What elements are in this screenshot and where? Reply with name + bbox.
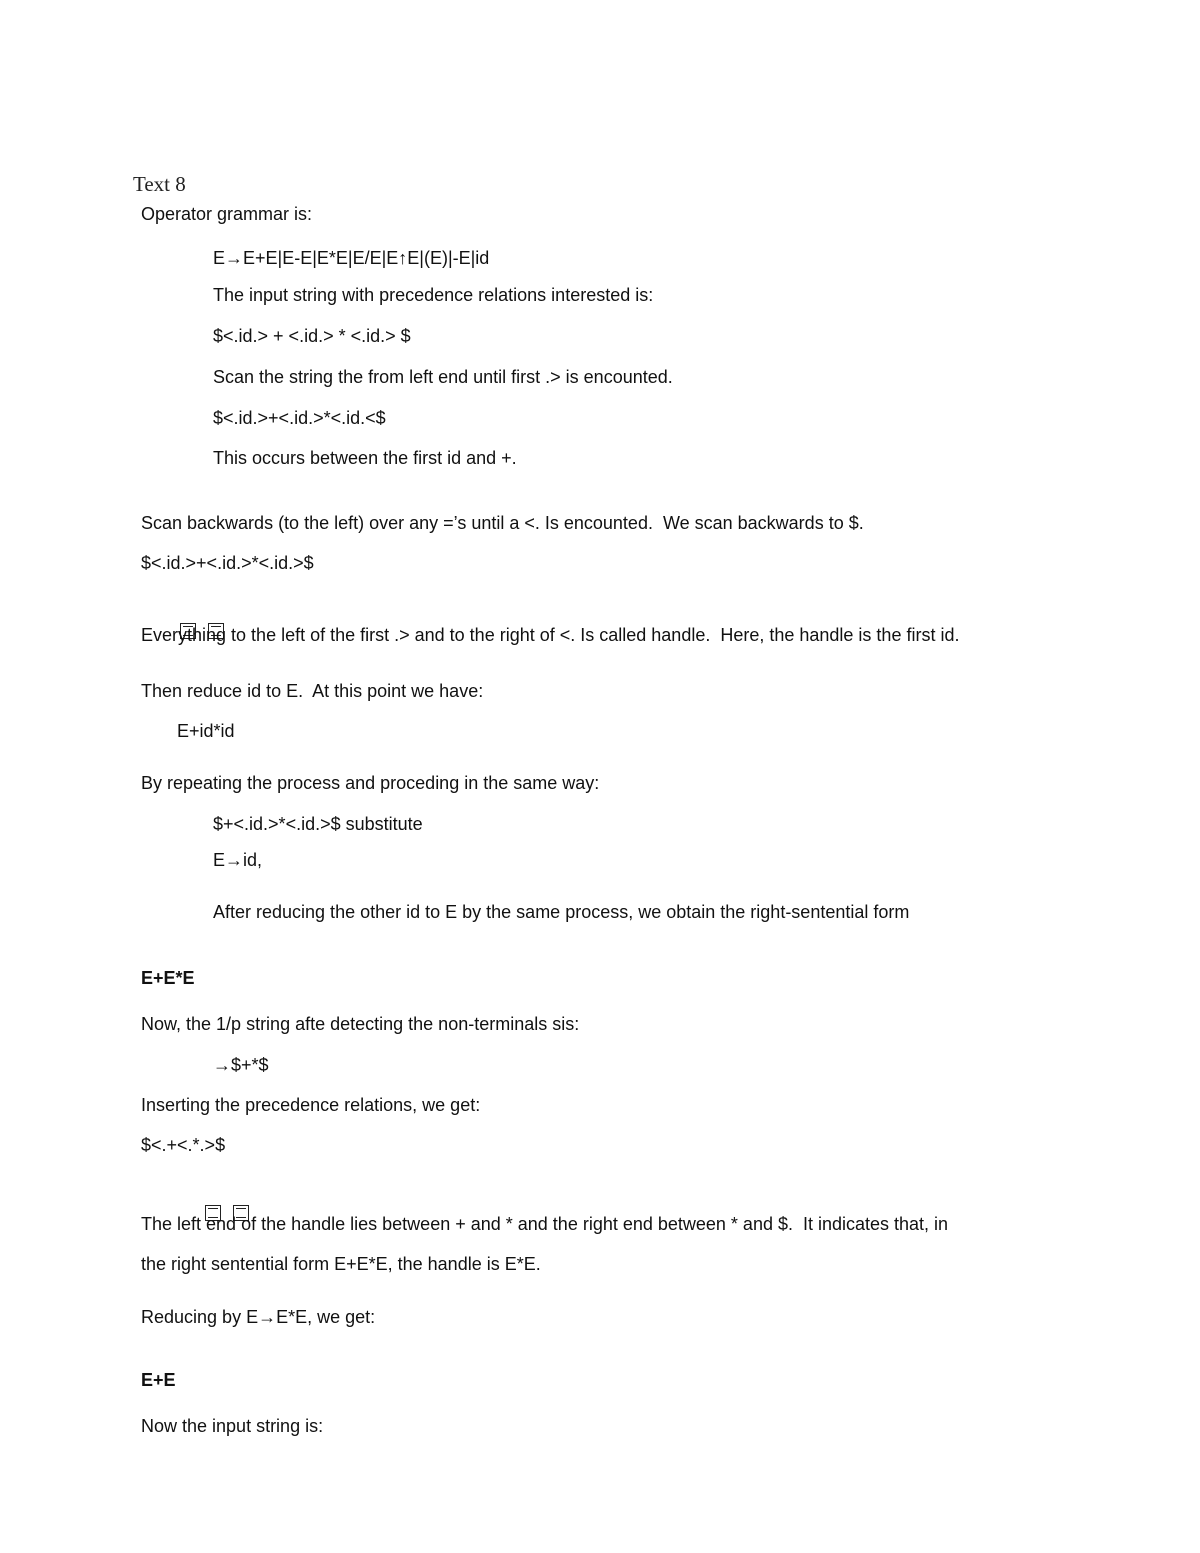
text-line-scan-backwards: Scan backwards (to the left) over any =’s until a <. Is encounted. We scan backwards to $. bbox=[141, 513, 864, 533]
text-line-result-form: E+E bbox=[141, 1370, 176, 1390]
text-line-handle-location: The left end of the handle lies between + and * and the right end between * and $. It indicates that, in bbox=[141, 1214, 949, 1234]
text-line-reducing-by: Reducing by E→E*E, we get: bbox=[141, 1307, 376, 1327]
text-line-relation-string: $<.+<.*.>$ bbox=[141, 1135, 226, 1155]
text-line-handle-definition: Everything to the left of the first .> and to the right of <. Is called handle. Here, the handle is the first id. bbox=[141, 625, 960, 645]
text-line-scan-string: $<.id.>+<.id.>*<.id.<$ bbox=[213, 408, 386, 428]
text-line-occurs-between: This occurs between the first id and +. bbox=[213, 448, 517, 468]
text-line-sentential-form: E+E*E bbox=[141, 968, 195, 988]
text-line-production-e-id: E→id, bbox=[213, 850, 263, 870]
text-line-scan-instruction: Scan the string the from left end until first .> is encounted. bbox=[213, 367, 673, 387]
text-line-reduce-id: Then reduce id to E. At this point we have: bbox=[141, 681, 484, 701]
text-line-intermediate-form: E+id*id bbox=[177, 721, 235, 741]
text-line-now-input-string: Now the input string is: bbox=[141, 1416, 324, 1436]
text-line-operator-grammar: Operator grammar is: bbox=[141, 204, 313, 224]
page-title: Text 8 bbox=[133, 172, 186, 196]
text-line-handle-string: $<.id.>+<.id.>*<.id.>$ bbox=[141, 553, 314, 573]
text-line-substitute: $+<.id.>*<.id.>$ substitute bbox=[213, 814, 423, 834]
text-line-handle-is: the right sentential form E+E*E, the handle is E*E. bbox=[141, 1254, 541, 1274]
text-line-after-reducing: After reducing the other id to E by the same process, we obtain the right-sentential form bbox=[213, 902, 910, 922]
text-line-grammar-rule: E→E+E|E-E|E*E|E/E|E↑E|(E)|-E|id bbox=[213, 248, 490, 268]
text-line-input-string-intro: The input string with precedence relations interested is: bbox=[213, 285, 654, 305]
text-line-precedence-string: $<.id.> + <.id.> * <.id.> $ bbox=[213, 326, 411, 346]
text-line-terminal-string: →$+*$ bbox=[213, 1055, 269, 1075]
text-line-input-after-detecting: Now, the 1/p string afte detecting the non-terminals sis: bbox=[141, 1014, 580, 1034]
text-line-repeat-process: By repeating the process and proceding in the same way: bbox=[141, 773, 600, 793]
text-line-inserting-relations: Inserting the precedence relations, we get: bbox=[141, 1095, 481, 1115]
